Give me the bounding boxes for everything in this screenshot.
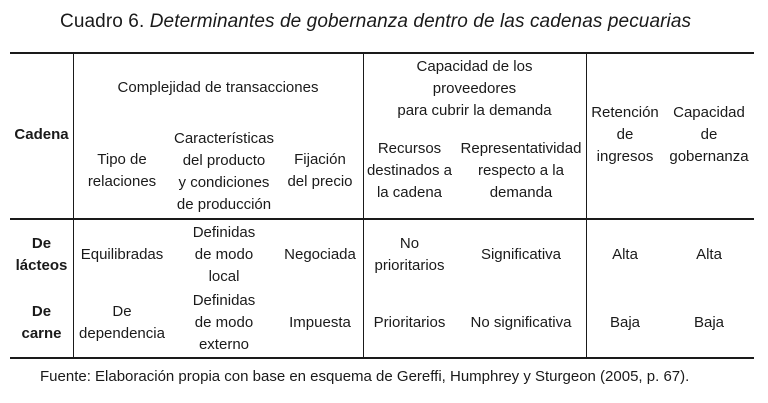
table-top-rule [10,52,754,54]
row-carne-retencion: Baja [609,314,641,331]
row-lacteos-retencion: Alta [612,246,638,263]
row-carne-cadena: De carne [21,303,62,342]
table-bottom-rule [10,357,754,359]
row-lacteos-tipo-relaciones: Equilibradas [80,246,164,263]
source-note: Fuente: Elaboración propia con base en esquema de Gereffi, Humphrey y Sturgeon (2005, p. 67). [40,368,690,385]
row-lacteos-recursos: No prioritarios [374,235,445,274]
row-lacteos-fijacion-precio: Negociada [284,246,356,263]
row-carne-recursos: Prioritarios [373,314,446,331]
row-carne-fijacion-precio: Impuesta [289,314,351,331]
header-capacidad-gobernanza: Capacidad de gobernanza [669,104,749,165]
row-lacteos-representatividad: Significativa [480,246,562,263]
row-carne-representatividad: No significativa [470,314,572,331]
header-retencion-ingresos: Retención de ingresos [591,104,659,165]
header-recursos-destinados: Recursos destinados a la cadena [366,140,453,201]
header-capacidad-proveedores: Capacidad de los proveedores para cubrir la demanda [397,58,552,119]
header-caracteristicas-producto: Características del producto y condiciones de producción [173,130,275,213]
row-carne-capacidad-gobernanza: Baja [693,314,725,331]
governance-table [10,52,754,360]
row-carne-tipo-relaciones: De dependencia [79,303,165,342]
header-cadena: Cadena [14,126,69,143]
header-bottom-rule [10,218,754,220]
row-lacteos-cadena: De lácteos [15,235,68,274]
header-tipo-relaciones: Tipo de relaciones [87,151,157,190]
header-fijacion-precio: Fijación del precio [287,151,353,190]
header-complejidad-transacciones: Complejidad de transacciones [117,79,319,96]
row-lacteos-caracteristicas: Definidas de modo local [192,224,256,285]
caption-prefix: Cuadro 6. [60,11,150,32]
row-lacteos-capacidad-gobernanza: Alta [696,246,722,263]
row-carne-caracteristicas: Definidas de modo externo [192,292,256,353]
header-representatividad: Representatividad respecto a la demanda [460,140,582,201]
caption-title: Determinantes de gobernanza dentro de las cadenas pecuarias [149,11,692,32]
table-caption [60,11,691,33]
